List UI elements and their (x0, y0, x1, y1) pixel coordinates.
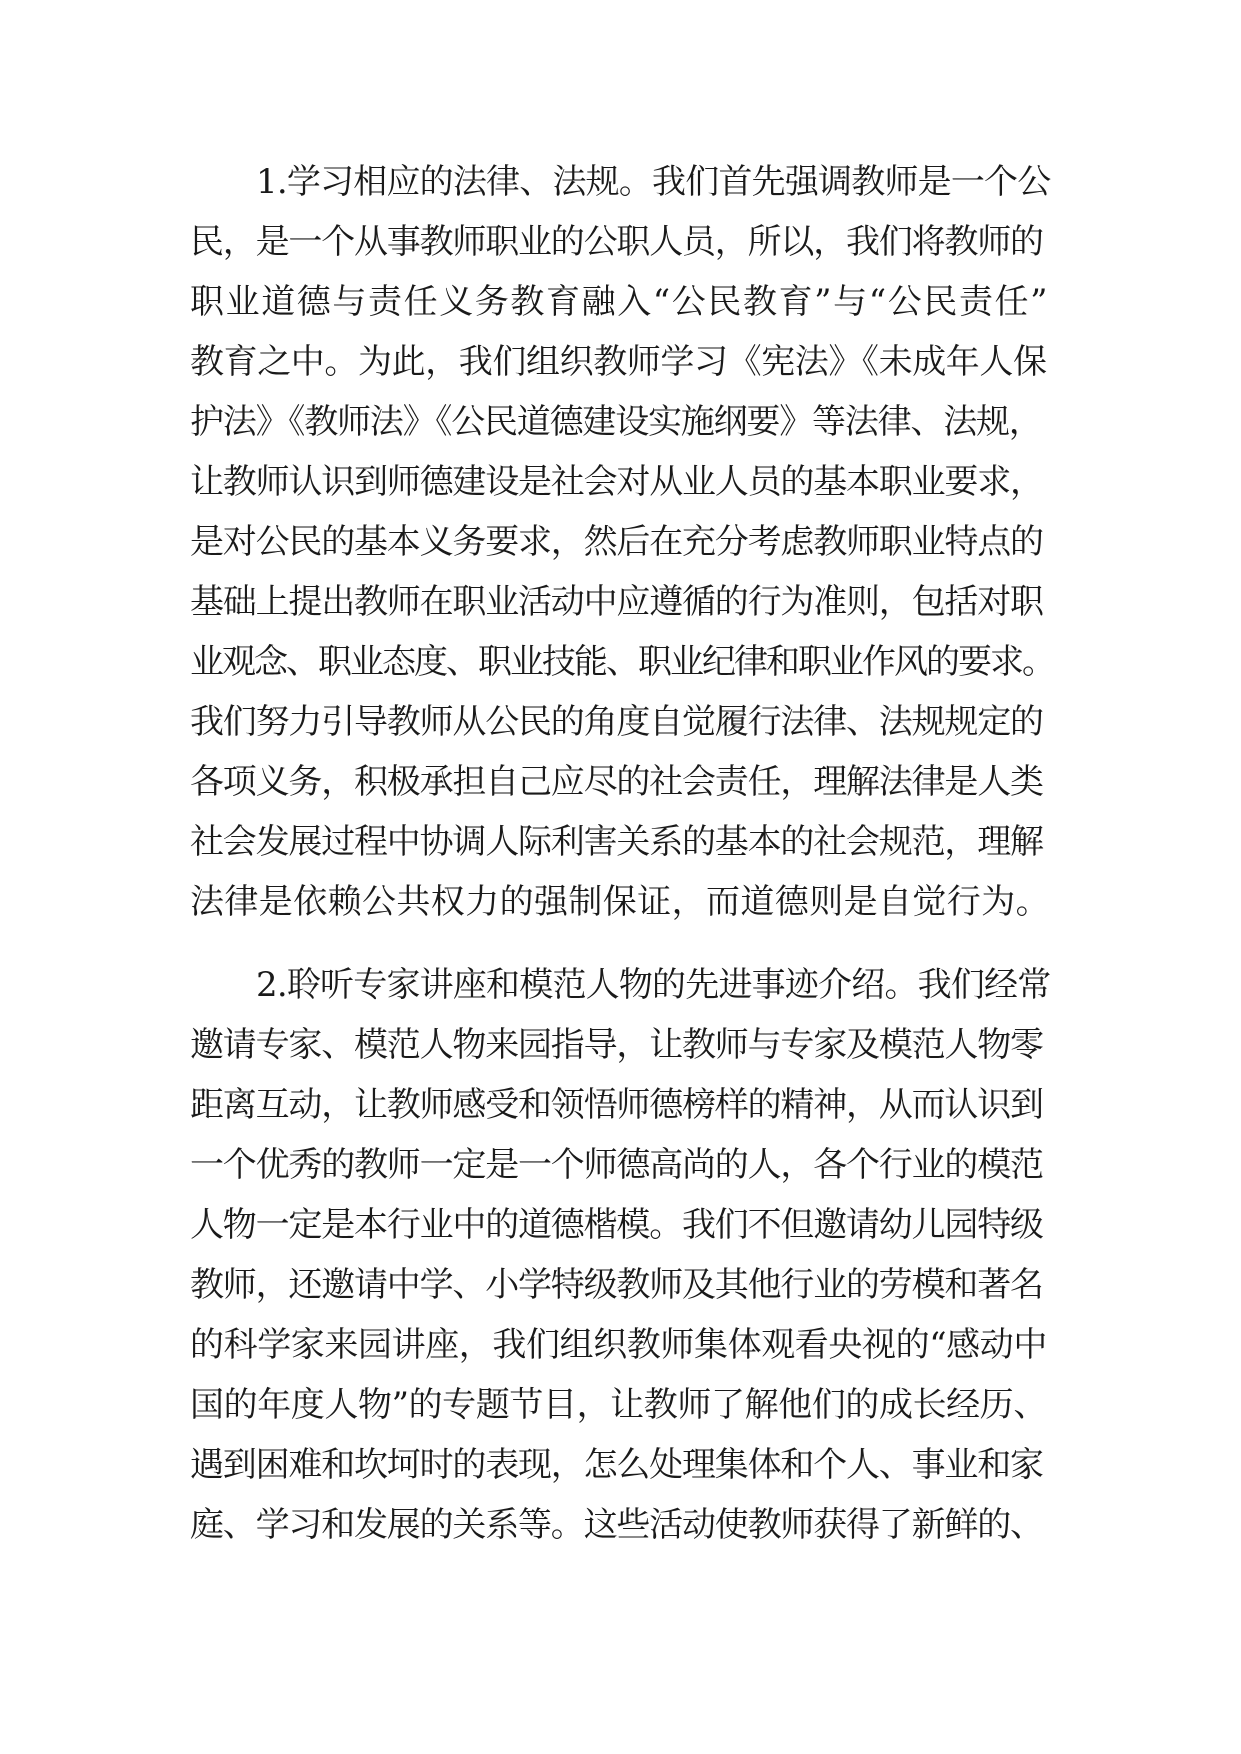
paragraph-line: 一个优秀的教师一定是一个师德高尚的人，各个行业的模范 (190, 1145, 1043, 1185)
paragraph-line: 民，是一个从事教师职业的公职人员，所以，我们将教师的 (190, 222, 1043, 262)
paragraph-line: 教育之中。为此，我们组织教师学习《宪法》《未成年人保 (190, 342, 1047, 382)
paragraph-line: 教师，还邀请中学、小学特级教师及其他行业的劳模和著名 (190, 1265, 1043, 1305)
paragraph-line: 基础上提出教师在职业活动中应遵循的行为准则，包括对职 (190, 582, 1043, 622)
paragraph-line: 的科学家来园讲座，我们组织教师集体观看央视的“感动中 (190, 1325, 1047, 1365)
paragraph-line: 距离互动，让教师感受和领悟师德榜样的精神，从而认识到 (190, 1085, 1043, 1125)
paragraph-line: 邀请专家、模范人物来园指导，让教师与专家及模范人物零 (190, 1025, 1043, 1065)
paragraph-line: 遇到困难和坎坷时的表现，怎么处理集体和个人、事业和家 (190, 1445, 1043, 1485)
paragraph-line: 我们努力引导教师从公民的角度自觉履行法律、法规规定的 (190, 702, 1043, 742)
paragraph-line: 庭、学习和发展的关系等。这些活动使教师获得了新鲜的、 (190, 1505, 1043, 1545)
paragraph-line: 社会发展过程中协调人际利害关系的基本的社会规范，理解 (190, 822, 1043, 862)
paragraph-line: 2.聆听专家讲座和模范人物的先进事迹介绍。我们经常 (256, 965, 1051, 1005)
paragraph-line: 1.学习相应的法律、法规。我们首先强调教师是一个公 (256, 162, 1051, 202)
paragraph-line: 是对公民的基本义务要求，然后在充分考虑教师职业特点的 (190, 522, 1043, 562)
paragraph-line: 各项义务，积极承担自己应尽的社会责任，理解法律是人类 (190, 762, 1043, 802)
paragraph-line: 让教师认识到师德建设是社会对从业人员的基本职业要求， (190, 462, 1043, 502)
paragraph-line: 国的年度人物”的专题节目，让教师了解他们的成长经历、 (190, 1385, 1047, 1425)
paragraph-line: 业观念、职业态度、职业技能、职业纪律和职业作风的要求。 (190, 642, 1054, 682)
paragraph-line: 法律是依赖公共权力的强制保证，而道德则是自觉行为。 (190, 882, 1050, 922)
paragraph-line: 护法》《教师法》《公民道德建设实施纲要》等法律、法规， (190, 402, 1042, 442)
paragraph-line: 职业道德与责任义务教育融入“公民教育”与“公民责任” (190, 282, 1050, 322)
paragraph-line: 人物一定是本行业中的道德楷模。我们不但邀请幼儿园特级 (190, 1205, 1043, 1245)
